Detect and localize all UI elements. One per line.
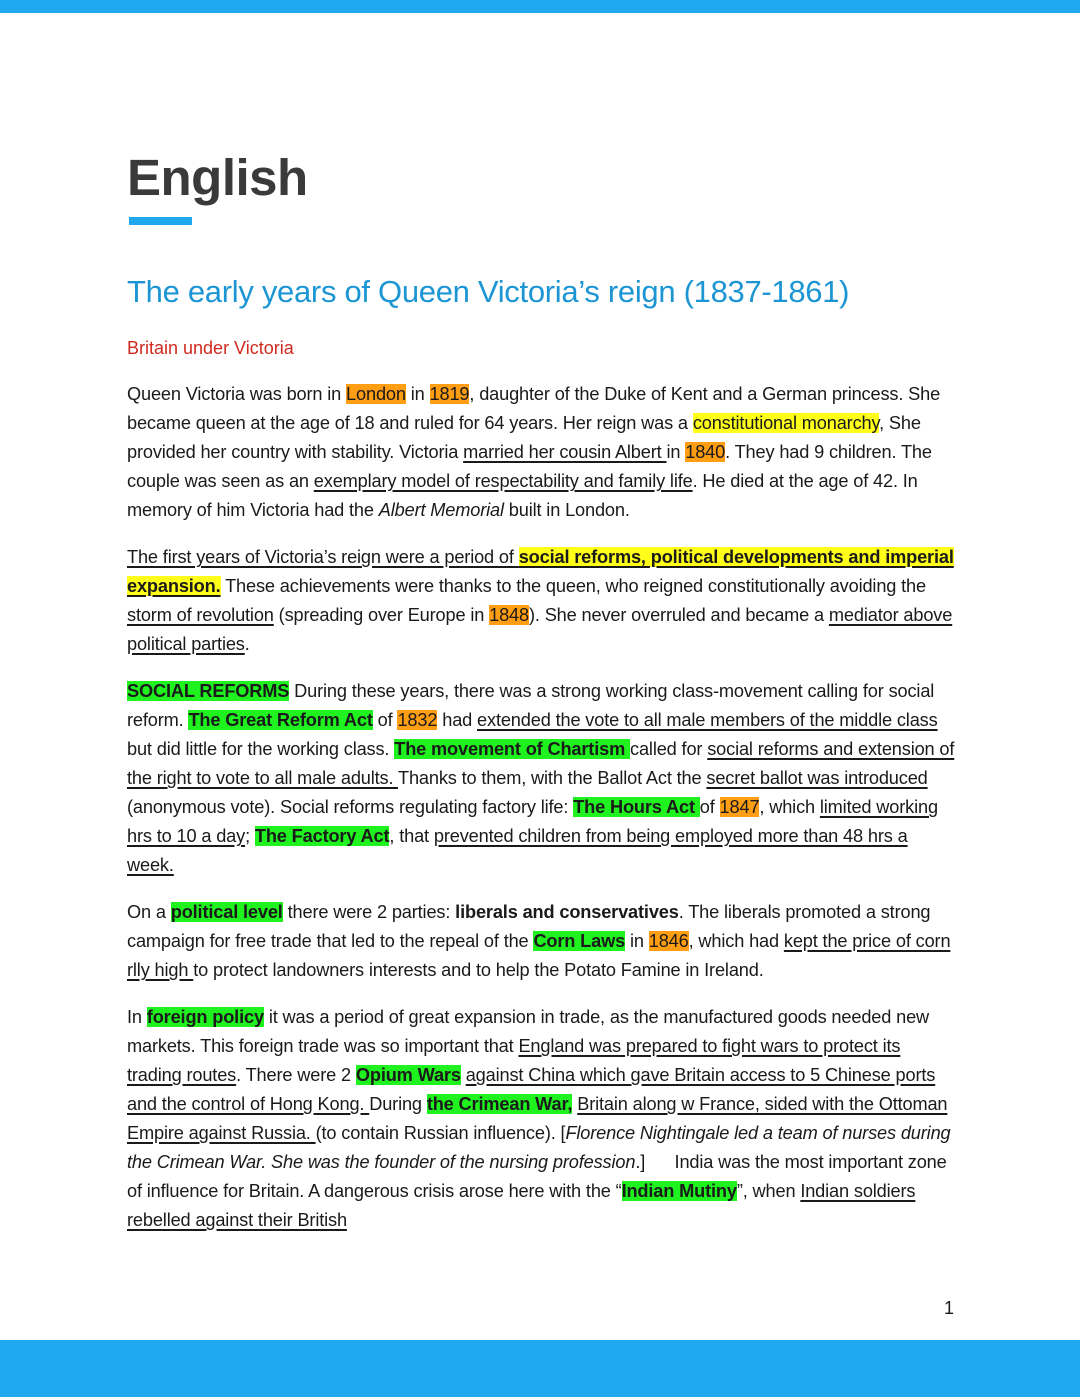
text-segment: had — [437, 710, 478, 730]
text-segment: ; — [245, 826, 255, 846]
highlighted-text: 1847 — [719, 797, 760, 817]
text-segment: to protect landowners interests and to help the Potato Famine in Ireland. — [193, 960, 764, 980]
underlined-text: extended the vote to all male members of the middle class — [477, 710, 938, 730]
paragraph-political-level — [127, 898, 957, 985]
underlined-text: exemplary model of respectability and family life — [313, 471, 693, 491]
underlined-text: against China which gave Britain access to 5 Chinese ports and the control of Hong Kong. — [127, 1065, 936, 1114]
highlighted-text: The Hours Act — [573, 797, 700, 817]
text-segment: there were 2 parties: — [282, 902, 456, 922]
text-segment: but did little for the working class. — [127, 739, 395, 759]
text-segment: of — [372, 710, 398, 730]
highlighted-text: The movement of Chartism — [394, 739, 631, 759]
text-segment: Thanks to them, with the Ballot Act the — [397, 768, 707, 788]
highlighted-text: Corn Laws — [533, 931, 626, 951]
highlighted-text: 1846 — [648, 931, 689, 951]
text-segment: , She provided her country with stability. Victoria — [127, 413, 921, 462]
text-segment: in — [666, 442, 686, 462]
text-segment: (anonymous vote). Social reforms regulating factory life: — [127, 797, 574, 817]
text-segment: .] India was the most important zone of influence for Britain. A dangerous crisis arose here with the “ — [127, 1152, 947, 1201]
highlighted-text: Indian Mutiny — [621, 1181, 737, 1201]
section-subheading: Britain under Victoria — [127, 338, 294, 358]
page-number: 1 — [944, 1298, 955, 1318]
text-segment: Queen Victoria was born in — [127, 384, 347, 404]
section-heading: The early years of Queen Victoria’s reign (1837-1861) — [127, 274, 850, 309]
top-accent-bar — [0, 0, 1080, 13]
text-segment: , daughter of the Duke of Kent and a German princess. She became queen at the age of 18 and ruled for 64 years. Her reign was a — [127, 384, 941, 433]
text-segment: ”, when — [736, 1181, 801, 1201]
highlighted-text: constitutional monarchy — [692, 413, 880, 433]
underlined-text: The first years of Victoria’s reign were a period of — [127, 547, 519, 567]
document-title: English — [127, 149, 308, 206]
underlined-text: Britain along w France, sided with the Ottoman Empire against Russia. — [127, 1094, 948, 1143]
text-segment: In — [127, 1007, 147, 1027]
paragraph-first-years — [127, 543, 957, 659]
text-segment: (to contain Russian influence). [ — [315, 1123, 566, 1143]
highlighted-text: Opium Wars — [355, 1065, 461, 1085]
body-text — [127, 380, 957, 1253]
text-segment: Florence Nightingale led a team of nurses during the Crimean War. She was the founder of the nursing profession — [127, 1123, 951, 1172]
text-segment: Albert Memorial — [378, 500, 504, 520]
highlighted-text: the Crimean War, — [426, 1094, 573, 1114]
text-segment: During these years, there was a strong working class-movement calling for social reform. — [127, 681, 935, 730]
text-segment: On a — [127, 902, 171, 922]
text-segment: , which had — [688, 931, 784, 951]
title-underline-rule — [129, 217, 192, 225]
highlighted-text: social reforms, political developments and imperial expansion. — [127, 547, 954, 596]
text-segment: , that — [389, 826, 434, 846]
highlighted-text: The Factory Act — [254, 826, 390, 846]
underlined-text: limited working hrs to 10 a day — [127, 797, 938, 846]
highlighted-text: 1848 — [489, 605, 529, 625]
underlined-text: secret ballot was introduced — [706, 768, 928, 788]
underlined-text: storm of revolution — [127, 605, 274, 625]
text-segment: , which — [759, 797, 820, 817]
highlighted-text: 1819 — [429, 384, 470, 404]
underlined-text: kept the price of corn rlly high — [127, 931, 951, 980]
text-segment: liberals and conservatives — [455, 902, 679, 922]
underlined-text: social reforms and extension of the right to vote to all male adults. — [127, 739, 955, 788]
highlighted-text: foreign policy — [146, 1007, 264, 1027]
text-segment: These achievements were thanks to the queen, who reigned constitutionally avoiding the — [220, 576, 926, 596]
highlighted-text: London — [346, 384, 406, 404]
text-segment: in — [625, 931, 649, 951]
text-segment: of — [699, 797, 720, 817]
highlighted-text: SOCIAL REFORMS — [127, 681, 290, 701]
text-segment: . — [244, 634, 250, 654]
underlined-text: England was prepared to fight wars to protect its trading routes — [127, 1036, 901, 1085]
highlighted-text: political level — [170, 902, 283, 922]
text-segment: ). She never overruled and became a — [528, 605, 829, 625]
text-segment: . There were 2 — [236, 1065, 356, 1085]
highlighted-text: The Great Reform Act — [188, 710, 373, 730]
underlined-text: married her cousin Albert — [463, 442, 667, 462]
underlined-text: mediator above political parties — [127, 605, 953, 654]
paragraph-foreign-policy — [127, 1003, 957, 1235]
paragraph-intro — [127, 380, 957, 525]
highlighted-text: 1832 — [397, 710, 438, 730]
text-segment: . They had 9 children. The couple was seen as an — [127, 442, 932, 491]
highlighted-text: 1840 — [685, 442, 726, 462]
text-segment: During — [369, 1094, 427, 1114]
underlined-text: Indian soldiers rebelled against their British — [127, 1181, 916, 1230]
text-segment: . The liberals promoted a strong campaign for free trade that led to the repeal of the — [127, 902, 931, 951]
text-segment: it was a period of great expansion in trade, as the manufactured goods needed new markets. This foreign trade was so important that — [127, 1007, 930, 1056]
text-segment: called for — [630, 739, 708, 759]
bottom-accent-bar — [0, 1340, 1080, 1397]
text-segment: . He died at the age of 42. In memory of him Victoria had the — [127, 471, 918, 520]
underlined-text: prevented children from being employed more than 48 hrs a week. — [127, 826, 908, 875]
text-segment: in — [405, 384, 430, 404]
paragraph-social-reforms — [127, 677, 957, 880]
text-segment: built in London. — [503, 500, 630, 520]
text-segment: (spreading over Europe in — [273, 605, 490, 625]
